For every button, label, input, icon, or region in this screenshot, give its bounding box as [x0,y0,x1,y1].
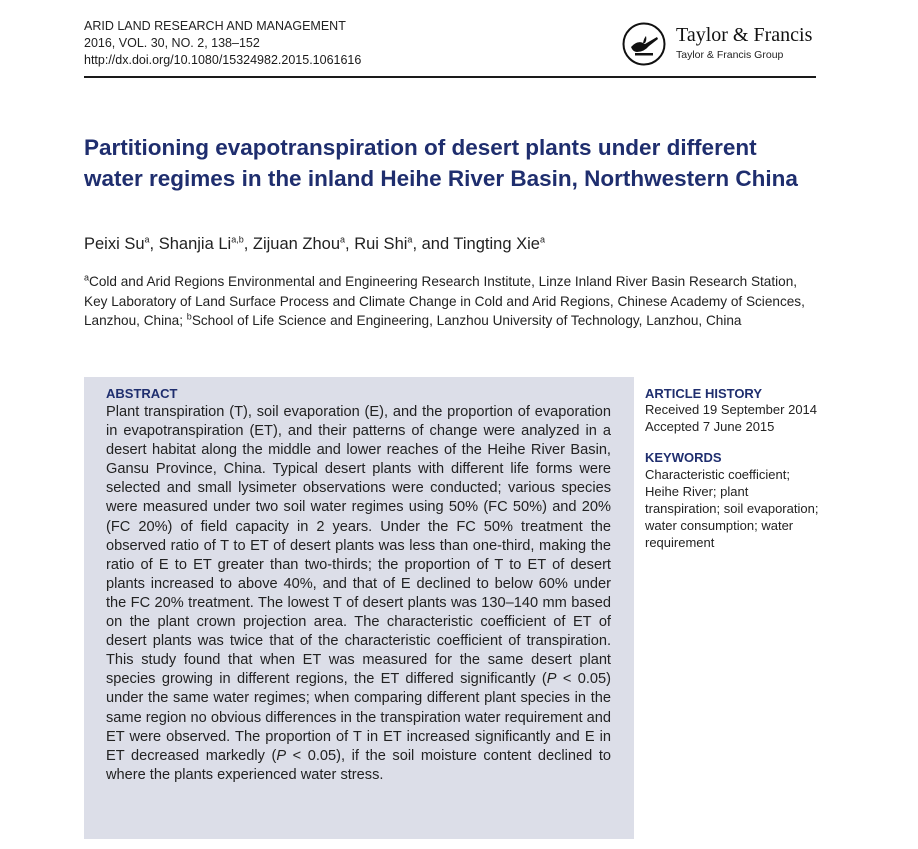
author-name: Zijuan Zhou [252,235,341,253]
article-title: Partitioning evapotranspiration of desert plants under different water regimes in the inland Heihe River Basin, Northwestern China [84,135,798,191]
abstract-text [106,403,611,785]
author-affiliation-mark: a,b [231,234,244,245]
author-affiliation-mark: a [539,234,545,245]
author-name: Rui Shi [354,235,408,253]
keywords-section [645,450,825,551]
publisher-name: Taylor & Francis [676,24,813,46]
journal-name: ARID LAND RESEARCH AND MANAGEMENT [84,19,346,33]
author-affiliation-mark: a [407,234,413,245]
author-name: Shanjia Li [158,235,232,253]
article-history-heading: ARTICLE HISTORY [645,386,763,401]
author-list [84,235,545,254]
author-separator: , and [412,235,454,253]
doi-link[interactable]: http://dx.doi.org/10.1080/15324982.2015.1061616 [84,53,362,67]
header-divider [84,76,816,78]
keywords-list: Characteristic coefficient; Heihe River; plant transpiration; soil evaporation; water consumption; water requirement [645,467,819,550]
article-history-dates: Received 19 September 2014 Accepted 7 June 2015 [645,402,818,434]
publisher-group: Taylor & Francis Group [676,49,784,61]
keywords-heading: KEYWORDS [645,450,722,465]
author-separator: , [243,235,253,253]
author-separator: , [345,235,355,253]
p-value-symbol: P [276,747,287,764]
affiliation-mark: b [186,311,192,322]
abstract-text-part: < 0.05) under the same water regimes; when comparing different plant species in the same region no obvious differences in the transpiration water requirement and ET were observed. The proportion of T in ET increased significantly and E in ET decreased markedly ( [106,671,611,764]
author-name: Tingting Xie [453,235,540,253]
article-history [645,386,825,435]
abstract-heading: ABSTRACT [106,386,178,401]
author-name: Peixi Su [84,235,145,253]
affiliation-text: Cold and Arid Regions Environmental and Engineering Research Institute, Linze Inland River Basin Research Station, Key Laboratory of Land Surface Process and Climate Change in Cold and Arid Regions, Chinese Academy of Sciences, Lanzhou, China; [84,274,805,329]
author-affiliation-mark: a [144,234,150,245]
affiliation-mark: a [84,272,90,283]
publisher-lamp-logo-icon [622,22,666,66]
abstract-text-part: Plant transpiration (T), soil evaporation (E), and the proportion of evaporation in evapotranspiration (ET), and their patterns of change were analyzed in a desert habitat along the middle and lower reaches of the Heihe River Basin, Gansu Province, China. Typical desert plants with different life forms were selected and small lysimeter observations were conducted; various species were measured under two soil water regimes using 50% (FC 50%) and 20% (FC 20%) of field capacity in 2 years. Under the FC 50% treatment the observed ratio of T to ET of desert plants was less than one-third, making the ratio of E to ET greater than two-thirds; the proportion of T to ET of desert plants increased to above 40%, and that of E declined to below 60% under the FC 20% treatment. The lowest T of desert plants was 130–140 mm based on the plant crown projection area. The characteristic coefficient of ET of desert plants was twice that of the characteristic coefficient of transpiration. This study found that when ET was measured for the same desert plant species growing in different regions, the ET differed significantly ( [106,404,611,688]
author-affiliation-mark: a [340,234,346,245]
affiliations [84,272,820,331]
affiliation-text: School of Life Science and Engineering, Lanzhou University of Technology, Lanzhou, China [191,313,742,329]
journal-citation: 2016, VOL. 30, NO. 2, 138–152 [84,36,260,50]
abstract-text-part: < 0.05), if the soil moisture content declined to where the plants experienced water stress. [106,747,611,783]
p-value-symbol: P [546,671,557,688]
author-separator: , [149,235,159,253]
journal-meta [84,18,361,69]
publisher-block [622,22,822,66]
